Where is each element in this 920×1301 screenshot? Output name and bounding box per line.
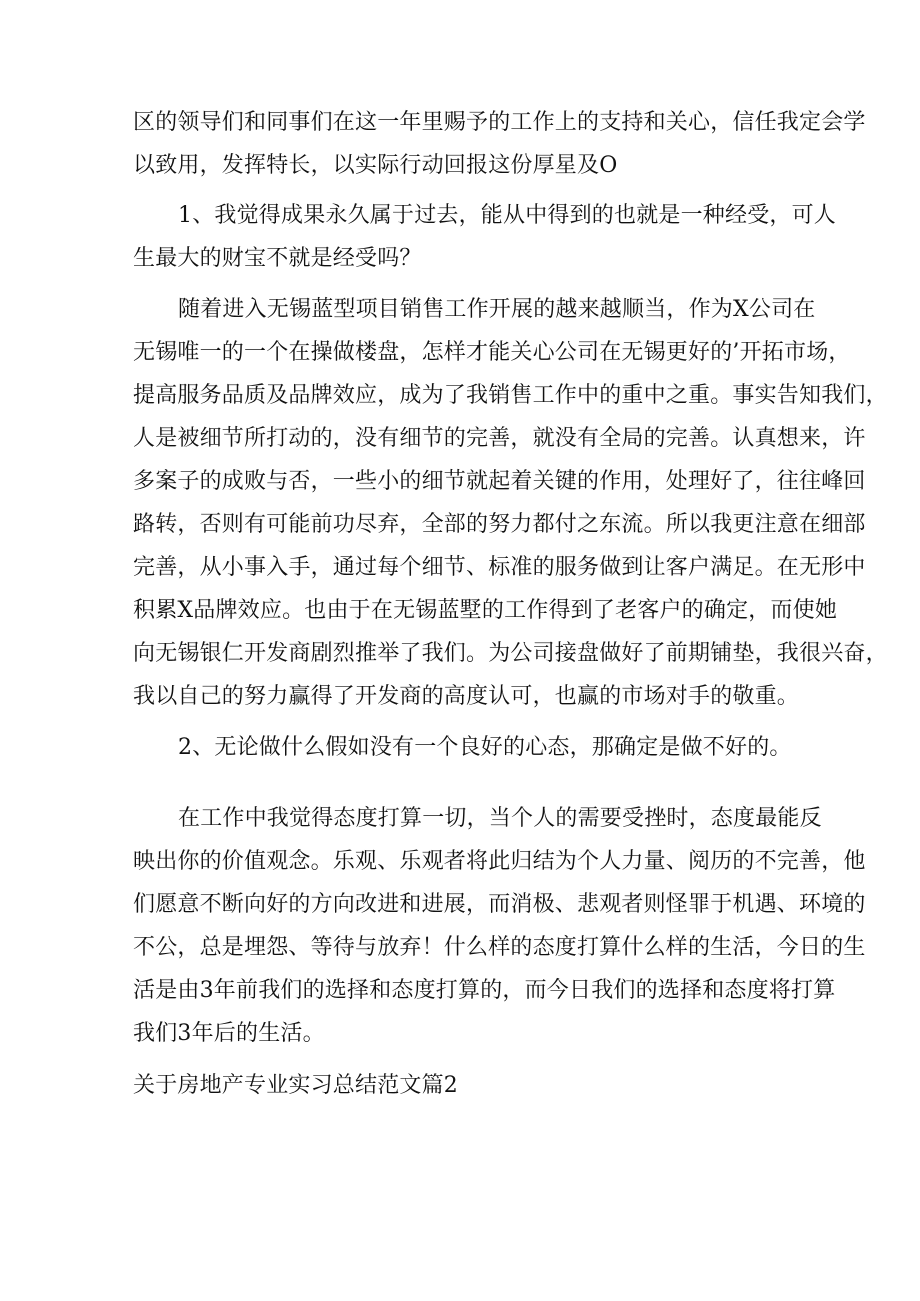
text-line: 2、无论做什么假如没有一个良好的心态，那确定是做不好的。 — [178, 735, 792, 760]
text-line: 积累X品牌效应。也由于在无锡蓝墅的工作得到了老客户的确定，而使她 — [133, 598, 838, 623]
text-line: 无锡唯一的一个在操做楼盘，怎样才能关心公司在无锡更好的’开拓市场， — [133, 340, 851, 365]
text-line: 们愿意不断向好的方向改进和进展，而消极、悲观者则怪罪于机遇、环境的 — [133, 892, 866, 917]
text-line: 提高服务品质及品牌效应，成为了我销售工作中的重中之重。事实告知我们， — [133, 383, 888, 408]
text-line: 我们3年后的生活。 — [133, 1021, 325, 1046]
text-line: 以致用，发挥特长，以实际行动回报这份厚星及O — [133, 153, 618, 178]
text-line: 1、我觉得成果永久属于过去，能从中得到的也就是一种经受，可人 — [178, 203, 836, 228]
text-line: 不公，总是埋怨、等待与放弃！什么样的态度打算什么样的生活，今日的生 — [133, 935, 866, 960]
text-line: 我以自己的努力赢得了开发商的高度认可，也赢的市场对手的敬重。 — [133, 684, 800, 709]
text-line: 在工作中我觉得态度打算一切，当个人的需要受挫时，态度最能反 — [178, 806, 822, 831]
text-line: 完善，从小事入手，通过每个细节、标准的服务做到让客户满足。在无形中 — [133, 555, 866, 580]
text-line: 随着进入无锡蓝型项目销售工作开展的越来越顺当，作为X公司在 — [178, 297, 816, 322]
text-line: 活是由3年前我们的选择和态度打算的，而今日我们的选择和态度将打算 — [133, 978, 836, 1003]
text-line: 生最大的财宝不就是经受吗？ — [133, 246, 422, 271]
text-line: 映出你的价值观念。乐观、乐观者将此归结为个人力量、阅历的不完善，他 — [133, 849, 866, 874]
text-line: 路转，否则有可能前功尽弃，全部的努力都付之东流。所以我更注意在细部 — [133, 512, 866, 537]
text-line: 多案子的成败与否，一些小的细节就起着关键的作用，处理好了，往往峰回 — [133, 469, 866, 494]
text-line: 人是被细节所打动的，没有细节的完善，就没有全局的完善。认真想来，许 — [133, 426, 866, 451]
text-line: 区的领导们和同事们在这一年里赐予的工作上的支持和关心，信任我定会学 — [133, 110, 866, 135]
section-heading: 关于房地产专业实习总结范文篇2 — [133, 1073, 458, 1098]
text-line: 向无锡银仁开发商剧烈推举了我们。为公司接盘做好了前期铺垫，我很兴奋， — [133, 641, 888, 666]
